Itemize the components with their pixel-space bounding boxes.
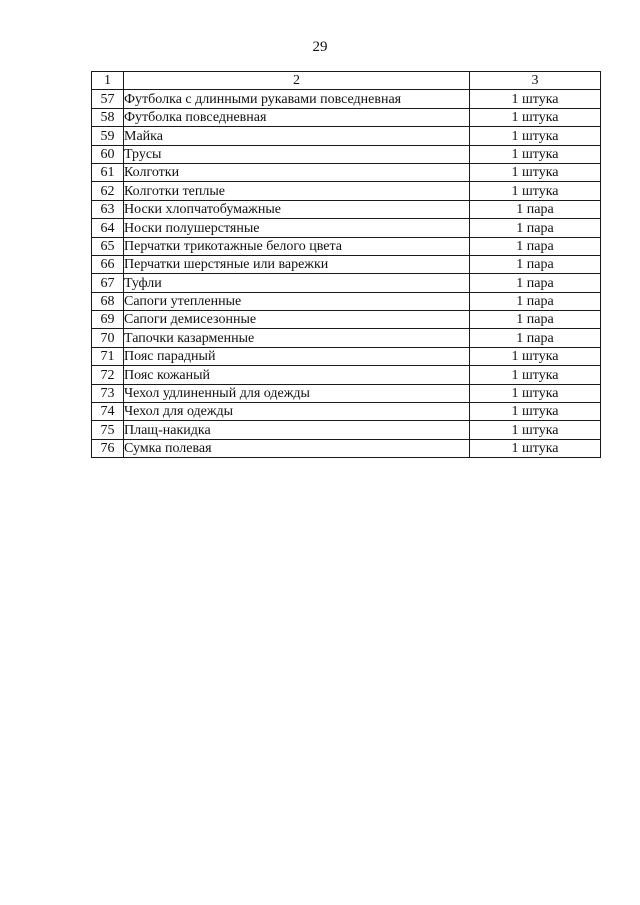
item-quantity: 1 штука xyxy=(470,347,601,365)
item-name: Сапоги демисезонные xyxy=(124,311,470,329)
item-quantity: 1 штука xyxy=(470,182,601,200)
item-quantity: 1 штука xyxy=(470,366,601,384)
row-number: 59 xyxy=(92,127,124,145)
item-name: Туфли xyxy=(124,274,470,292)
row-number: 73 xyxy=(92,384,124,402)
item-quantity: 1 пара xyxy=(470,237,601,255)
table-header-row xyxy=(92,72,601,90)
table-row xyxy=(92,163,601,181)
table-row xyxy=(92,329,601,347)
row-number: 69 xyxy=(92,311,124,329)
table-row xyxy=(92,347,601,365)
item-name: Носки хлопчатобумажные xyxy=(124,200,470,218)
row-number: 72 xyxy=(92,366,124,384)
item-name: Сумка полевая xyxy=(124,439,470,457)
table-row xyxy=(92,292,601,310)
item-quantity: 1 пара xyxy=(470,200,601,218)
table-row xyxy=(92,182,601,200)
table-row xyxy=(92,421,601,439)
item-name: Перчатки шерстяные или варежки xyxy=(124,255,470,273)
table-row xyxy=(92,219,601,237)
table-row xyxy=(92,108,601,126)
item-name: Сапоги утепленные xyxy=(124,292,470,310)
header-cell-quantity: 3 xyxy=(470,72,601,90)
table-row xyxy=(92,274,601,292)
item-quantity: 1 пара xyxy=(470,311,601,329)
item-name: Колготки теплые xyxy=(124,182,470,200)
item-quantity: 1 штука xyxy=(470,108,601,126)
item-name: Перчатки трикотажные белого цвета xyxy=(124,237,470,255)
item-name: Чехол для одежды xyxy=(124,403,470,421)
item-name: Пояс парадный xyxy=(124,347,470,365)
page-number: 29 xyxy=(312,39,328,55)
item-name: Пояс кожаный xyxy=(124,366,470,384)
item-name: Плащ-накидка xyxy=(124,421,470,439)
table-row xyxy=(92,255,601,273)
row-number: 63 xyxy=(92,200,124,218)
item-quantity: 1 пара xyxy=(470,292,601,310)
row-number: 75 xyxy=(92,421,124,439)
item-name: Трусы xyxy=(124,145,470,163)
table-row xyxy=(92,384,601,402)
item-quantity: 1 пара xyxy=(470,255,601,273)
item-quantity: 1 штука xyxy=(470,384,601,402)
item-name: Носки полушерстяные xyxy=(124,219,470,237)
item-quantity: 1 пара xyxy=(470,219,601,237)
item-name: Чехол удлиненный для одежды xyxy=(124,384,470,402)
row-number: 68 xyxy=(92,292,124,310)
row-number: 70 xyxy=(92,329,124,347)
table-row xyxy=(92,403,601,421)
item-name: Колготки xyxy=(124,163,470,181)
item-name: Тапочки казарменные xyxy=(124,329,470,347)
item-name: Футболка с длинными рукавами повседневная xyxy=(124,90,470,108)
table-row xyxy=(92,127,601,145)
item-quantity: 1 пара xyxy=(470,329,601,347)
row-number: 57 xyxy=(92,90,124,108)
row-number: 62 xyxy=(92,182,124,200)
items-table xyxy=(91,71,601,458)
item-name: Майка xyxy=(124,127,470,145)
row-number: 60 xyxy=(92,145,124,163)
row-number: 76 xyxy=(92,439,124,457)
row-number: 64 xyxy=(92,219,124,237)
row-number: 67 xyxy=(92,274,124,292)
row-number: 61 xyxy=(92,163,124,181)
row-number: 71 xyxy=(92,347,124,365)
item-quantity: 1 штука xyxy=(470,127,601,145)
item-quantity: 1 пара xyxy=(470,274,601,292)
header-cell-name: 2 xyxy=(124,72,470,90)
row-number: 66 xyxy=(92,255,124,273)
item-name: Футболка повседневная xyxy=(124,108,470,126)
row-number: 65 xyxy=(92,237,124,255)
table-row xyxy=(92,311,601,329)
row-number: 58 xyxy=(92,108,124,126)
table-row xyxy=(92,200,601,218)
item-quantity: 1 штука xyxy=(470,163,601,181)
table-row xyxy=(92,366,601,384)
table-row xyxy=(92,439,601,457)
header-cell-number: 1 xyxy=(92,72,124,90)
row-number: 74 xyxy=(92,403,124,421)
item-quantity: 1 штука xyxy=(470,145,601,163)
item-quantity: 1 штука xyxy=(470,90,601,108)
item-quantity: 1 штука xyxy=(470,403,601,421)
table-row xyxy=(92,145,601,163)
table-row xyxy=(92,237,601,255)
item-quantity: 1 штука xyxy=(470,421,601,439)
table-row xyxy=(92,90,601,108)
item-quantity: 1 штука xyxy=(470,439,601,457)
